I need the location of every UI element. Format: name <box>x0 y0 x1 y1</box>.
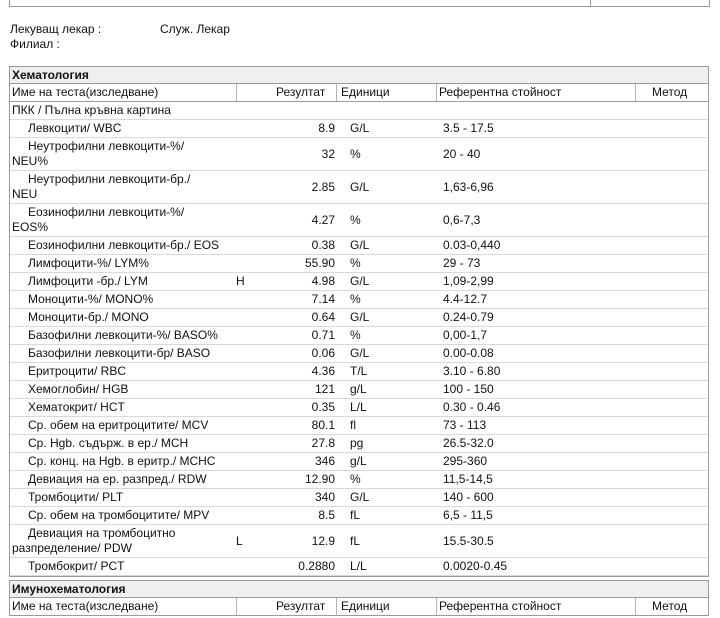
test-name: Ср. обем на еритроцитите/ MCV <box>28 418 209 432</box>
table-row <box>10 525 708 558</box>
result-value: 4.36 <box>311 364 335 378</box>
table-row <box>10 489 708 507</box>
col-result: Резултат <box>276 85 326 99</box>
reference-range: 140 - 600 <box>443 490 494 504</box>
result-flag: L <box>236 534 243 548</box>
reference-range: 29 - 73 <box>443 256 481 270</box>
col-name-2: Име на теста(изследване) <box>12 599 159 613</box>
result-unit: L/L <box>350 559 367 573</box>
test-name: Ср. Hgb. съдърж. в ер./ MCH <box>28 436 189 450</box>
table-row <box>10 435 708 453</box>
test-name: Лимфоцити -бр./ LYM <box>28 274 148 288</box>
test-name: Базофилни левкоцити-бр/ BASO <box>28 346 211 360</box>
col-units: Единици <box>341 85 390 99</box>
result-value: 12.90 <box>304 472 335 486</box>
test-name-continued: разпределение/ PDW <box>12 541 132 555</box>
reference-range: 15.5-30.5 <box>443 534 494 548</box>
result-unit: L/L <box>350 400 367 414</box>
result-unit: % <box>350 472 361 486</box>
result-value: 346 <box>314 454 335 468</box>
table-row <box>10 345 708 363</box>
result-unit: % <box>350 292 361 306</box>
test-name: Неутрофилни левкоцити-%/ <box>28 139 185 153</box>
reference-range: 3.5 - 17.5 <box>443 121 494 135</box>
table-row <box>10 381 708 399</box>
result-unit: pg <box>350 436 364 450</box>
hematology-table <box>9 66 709 577</box>
table-row <box>10 291 708 309</box>
group-row <box>10 102 708 120</box>
test-name: Еозинофилни левкоцити-%/ <box>28 205 185 219</box>
reference-range: 1,63-6,96 <box>443 180 494 194</box>
result-value: 0.64 <box>311 310 335 324</box>
reference-range: 0,00-1,7 <box>443 328 488 342</box>
reference-range: 0.24-0.79 <box>443 310 494 324</box>
test-name: Левкоцити/ WBC <box>28 121 122 135</box>
reference-range: 3.10 - 6.80 <box>443 364 501 378</box>
result-unit: T/L <box>350 364 368 378</box>
result-unit: G/L <box>350 346 370 360</box>
col-reference-2: Референтна стойност <box>439 599 562 613</box>
test-name: Еозинофилни левкоцити-бр./ EOS <box>28 238 220 252</box>
test-name: Еритроцити/ RBC <box>28 364 127 378</box>
result-unit: G/L <box>350 310 370 324</box>
test-name: Моноцити-бр./ MONO <box>28 310 149 324</box>
col-method-2: Метод <box>652 599 688 613</box>
treating-doctor-label: Лекуващ лекар : <box>10 22 102 36</box>
result-value: 340 <box>314 490 335 504</box>
col-units-2: Единици <box>341 599 390 613</box>
table-row <box>10 204 708 237</box>
result-value: 4.27 <box>311 213 335 227</box>
treating-doctor-value: Служ. Лекар <box>160 22 230 36</box>
result-unit: G/L <box>350 490 370 504</box>
reference-range: 20 - 40 <box>443 147 481 161</box>
reference-range: 11,5-14,5 <box>443 472 493 486</box>
result-value: 4.98 <box>311 274 335 288</box>
result-value: 0.06 <box>311 346 335 360</box>
test-name: Моноцити-%/ MONO% <box>28 292 154 306</box>
table-row <box>10 237 708 255</box>
reference-range: 4.4-12.7 <box>443 292 488 306</box>
result-unit: % <box>350 147 361 161</box>
col-reference: Референтна стойност <box>439 85 562 99</box>
result-value: 27.8 <box>311 436 335 450</box>
immunohematology-table <box>9 580 709 616</box>
test-name: Лимфоцити-%/ LYM% <box>28 256 149 270</box>
reference-range: 1,09-2,99 <box>443 274 494 288</box>
result-value: 8.9 <box>318 121 335 135</box>
test-name: Девиация на ер. разпред./ RDW <box>28 472 207 486</box>
result-unit: G/L <box>350 180 370 194</box>
result-unit: % <box>350 328 361 342</box>
result-value: 32 <box>321 147 335 161</box>
result-value: 0.38 <box>311 238 335 252</box>
table-row <box>10 120 708 138</box>
test-name-continued: EOS% <box>12 220 49 234</box>
test-name: Хематокрит/ HCT <box>28 400 125 414</box>
table-row <box>10 558 708 576</box>
result-value: 7.14 <box>311 292 335 306</box>
col-method: Метод <box>652 85 688 99</box>
result-value: 80.1 <box>311 418 335 432</box>
table-row <box>10 363 708 381</box>
branch-label: Филиал : <box>10 37 60 51</box>
test-name: Неутрофилни левкоцити-бр./ <box>28 172 191 186</box>
result-value: 0.2880 <box>298 559 335 573</box>
section-title: Хематология <box>10 67 708 84</box>
table-row <box>10 309 708 327</box>
table-row <box>10 507 708 525</box>
result-value: 8.5 <box>318 508 335 522</box>
test-name: Хемоглобин/ HGB <box>28 382 129 396</box>
reference-range: 295-360 <box>443 454 488 468</box>
table-row <box>10 138 708 171</box>
result-value: 12.9 <box>311 534 335 548</box>
result-unit: G/L <box>350 121 370 135</box>
result-unit: g/L <box>350 382 367 396</box>
table-row <box>10 171 708 204</box>
result-value: 0.71 <box>311 328 335 342</box>
result-unit: % <box>350 256 361 270</box>
group-label: ПКК / Пълна кръвна картина <box>12 103 171 117</box>
result-value: 0.35 <box>311 400 335 414</box>
result-unit: % <box>350 213 361 227</box>
table-row <box>10 399 708 417</box>
result-unit: fL <box>350 508 361 522</box>
table-row <box>10 453 708 471</box>
reference-range: 0.03-0,440 <box>443 238 501 252</box>
test-name: Ср. конц. на Hgb. в еритр./ MCHC <box>28 454 216 468</box>
reference-range: 100 - 150 <box>443 382 494 396</box>
table-row <box>10 417 708 435</box>
test-name-continued: NEU% <box>12 154 49 168</box>
table-row <box>10 273 708 291</box>
reference-range: 0.30 - 0.46 <box>443 400 501 414</box>
reference-range: 73 - 113 <box>443 418 487 432</box>
result-flag: H <box>236 274 245 288</box>
table-row <box>10 327 708 345</box>
table-row <box>10 471 708 489</box>
result-value: 2.85 <box>311 180 335 194</box>
result-value: 55.90 <box>304 256 335 270</box>
result-unit: G/L <box>350 238 370 252</box>
reference-range: 6,5 - 11,5 <box>443 508 493 522</box>
test-name: Базофилни левкоцити-%/ BASO% <box>28 328 218 342</box>
section-title-2: Имунохематология <box>10 581 708 598</box>
reference-range: 0.0020-0.45 <box>443 559 508 573</box>
result-unit: fl <box>350 418 356 432</box>
col-result-2: Резултат <box>276 599 326 613</box>
table-header-2 <box>10 598 708 616</box>
test-name: Девиация на тромбоцитно <box>28 526 176 540</box>
col-name: Име на теста(изследване) <box>12 85 159 99</box>
reference-range: 0,6-7,3 <box>443 213 481 227</box>
reference-range: 26.5-32.0 <box>443 436 494 450</box>
result-unit: G/L <box>350 274 370 288</box>
reference-range: 0.00-0.08 <box>443 346 494 360</box>
result-unit: fL <box>350 534 361 548</box>
test-name: Ср. обем на тромбоцитите/ MPV <box>28 508 210 522</box>
result-value: 121 <box>314 382 335 396</box>
table-header <box>10 84 708 102</box>
test-name-continued: NEU <box>12 187 38 201</box>
top-frame <box>9 0 710 7</box>
table-row <box>10 255 708 273</box>
result-unit: g/L <box>350 454 367 468</box>
test-name: Тромбоцити/ PLT <box>28 490 124 504</box>
test-name: Тромбокрит/ PCT <box>28 559 125 573</box>
